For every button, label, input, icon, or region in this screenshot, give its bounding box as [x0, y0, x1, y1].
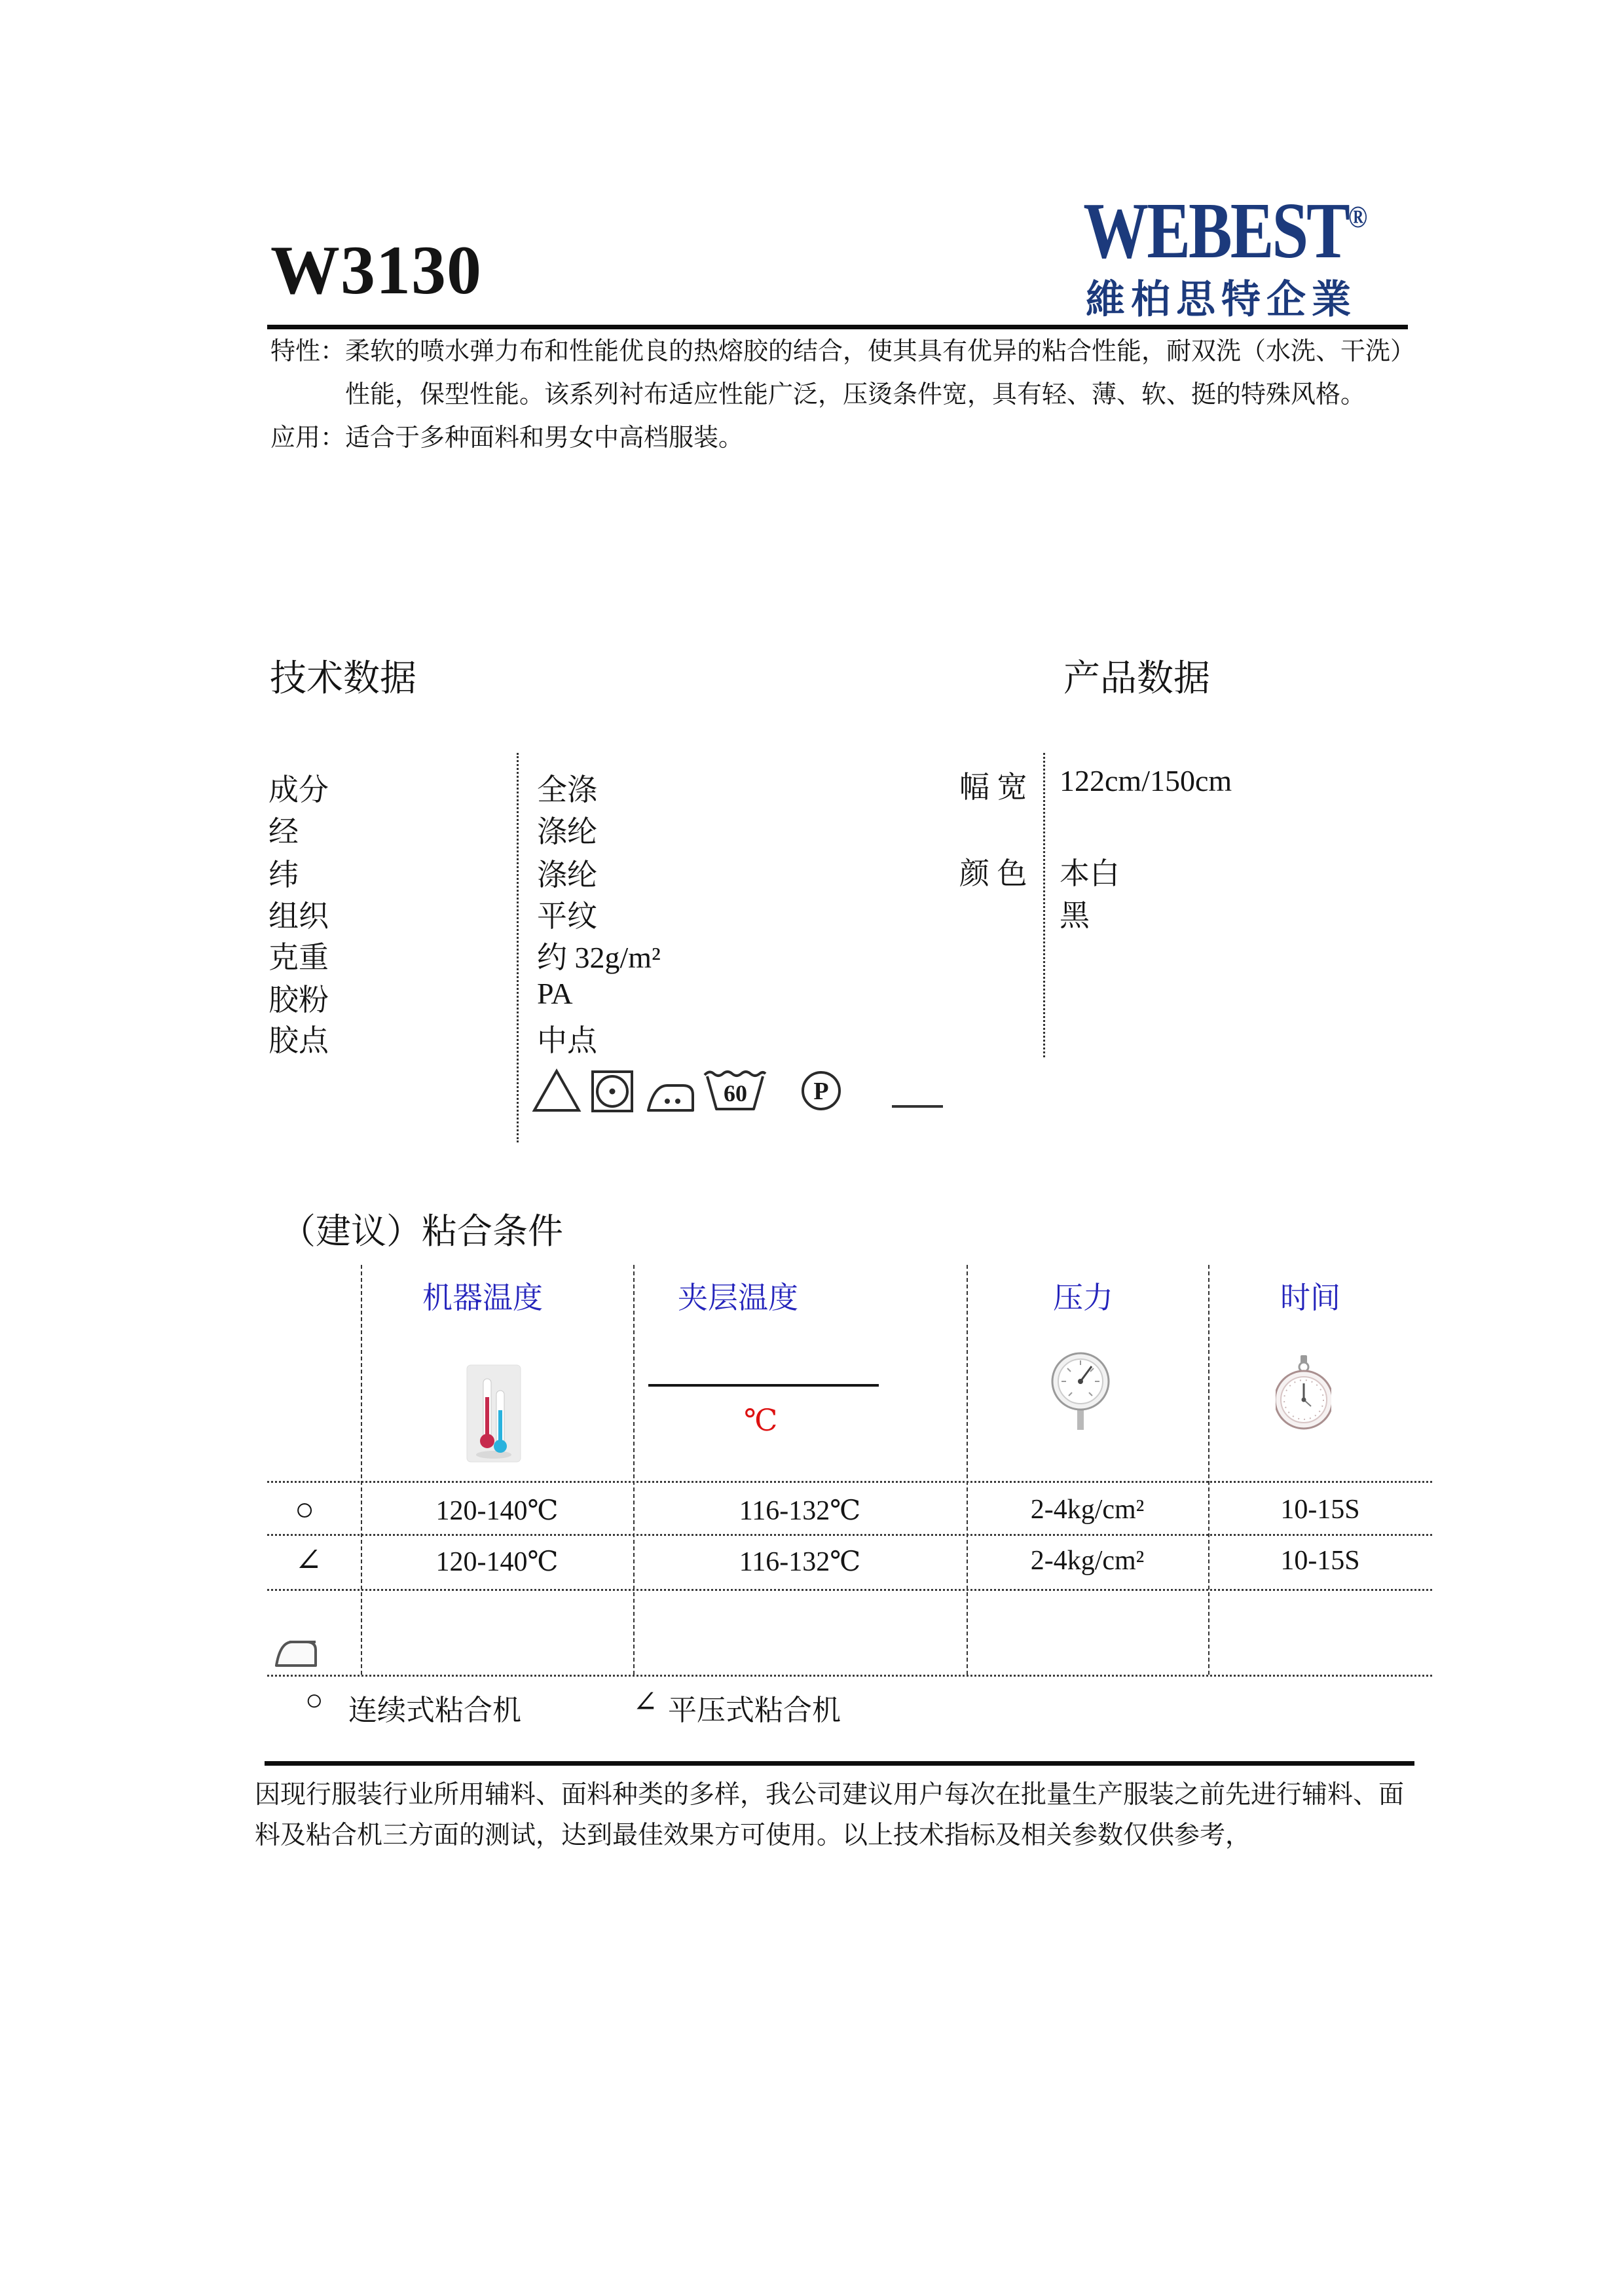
tech-data-title: 技术数据 [270, 659, 416, 699]
registered-trademark-icon: ® [1348, 199, 1368, 234]
product-data-title: 产品数据 [1063, 659, 1210, 699]
footer-line-2: 料及粘合机三方面的测试，达到最佳效果方可使用。以上技术指标及相关参数仅供参考， [255, 1821, 1251, 1850]
pressure-gauge-icon [1050, 1349, 1111, 1437]
tech-value: 涤纶 [537, 858, 597, 892]
brand-company-name: 維柏思特企業 [1086, 278, 1357, 321]
tech-row [268, 934, 661, 977]
tech-value: 全涤 [537, 773, 597, 807]
tech-label: 组织 [268, 900, 329, 933]
legend-label-flat-press: 平压式粘合机 [668, 1694, 841, 1726]
machine-temp-value: 120-140℃ [435, 1547, 559, 1577]
row-symbol-flat-press: ∠ [295, 1542, 322, 1578]
thermometer-icon [466, 1364, 521, 1463]
table-row-line [267, 1534, 1432, 1536]
bonding-title: （建议）粘合条件 [280, 1212, 563, 1251]
pressure-value: 2-4kg/cm² [1030, 1546, 1145, 1576]
color-value-natural: 本白 [1060, 857, 1120, 890]
row-symbol-continuous: ○ [295, 1491, 315, 1527]
interlayer-temp-value: 116-132℃ [739, 1547, 861, 1577]
time-value: 10-15S [1280, 1495, 1360, 1525]
tech-value: 平纹 [537, 900, 597, 933]
table-row-line [267, 1589, 1432, 1591]
tech-label: 成分 [268, 773, 329, 807]
color-value-black: 黑 [1060, 899, 1090, 932]
tech-label: 经 [268, 815, 299, 848]
brand-name: WEBEST [1083, 186, 1348, 276]
table-column-line [1208, 1265, 1209, 1675]
time-value: 10-15S [1280, 1546, 1360, 1576]
stopwatch-icon [1276, 1354, 1331, 1431]
wash-temp-value: 60 [724, 1080, 747, 1106]
tech-row [268, 976, 573, 1019]
hand-iron-icon [274, 1631, 318, 1671]
dryclean-letter: P [813, 1078, 829, 1105]
tech-row [268, 851, 597, 894]
wash-60-icon [702, 1066, 767, 1113]
interlayer-temp-value: 116-132℃ [739, 1496, 861, 1526]
col-header-pressure: 压力 [1053, 1281, 1113, 1315]
feature-line-2: 性能，保型性能。该系列衬布适应性能广泛，压烫条件宽，具有轻、薄、软、挺的特殊风格。 [345, 381, 1366, 409]
dry-flat-line-icon [892, 1105, 943, 1108]
tumble-dry-icon [591, 1070, 634, 1113]
machine-temp-value: 120-140℃ [435, 1496, 559, 1526]
celsius-unit: ℃ [744, 1404, 778, 1437]
tech-value: 中点 [537, 1024, 597, 1057]
footer-line-1: 因现行服装行业所用辅料、面料种类的多样，我公司建议用户每次在批量生产服装之前先进行辅料、面 [255, 1781, 1405, 1809]
feature-line-1: 特性：柔软的喷水弹力布和性能优良的热熔胶的结合，使其具有优异的粘合性能，耐双洗（水洗、干洗） [270, 338, 1416, 365]
width-label: 幅 宽 [959, 771, 1027, 804]
tech-label: 克重 [268, 941, 329, 974]
tech-row [268, 1017, 597, 1060]
footer-divider [265, 1761, 1414, 1766]
tech-value: 约 32g/m² [537, 941, 661, 974]
dryclean-p-icon [800, 1070, 842, 1112]
tech-data-separator [517, 753, 519, 1142]
tech-label: 纬 [268, 858, 299, 892]
tech-value: PA [537, 977, 573, 1010]
tech-row [268, 892, 597, 936]
tech-row [268, 808, 597, 851]
brand-wordmark [1083, 186, 1368, 276]
tech-row [268, 766, 597, 809]
col-header-machine-temp: 机器温度 [422, 1281, 543, 1315]
color-label: 颜 色 [959, 857, 1027, 890]
table-column-line [633, 1265, 635, 1675]
legend-label-continuous: 连续式粘合机 [348, 1694, 521, 1726]
legend-symbol-flat-press: ∠ [633, 1685, 658, 1719]
product-model: W3130 [270, 232, 482, 308]
tech-value: 涤纶 [537, 815, 597, 848]
tech-label: 胶粉 [268, 983, 329, 1017]
legend-symbol-continuous: ○ [305, 1683, 323, 1717]
table-row-line [267, 1675, 1432, 1677]
brand-logo [1080, 186, 1368, 325]
iron-two-dots-icon [645, 1072, 696, 1114]
table-row-line [267, 1481, 1432, 1483]
width-value: 122cm/150cm [1060, 764, 1232, 797]
header-divider [267, 325, 1408, 329]
bleach-triangle-icon [532, 1067, 581, 1114]
pressure-value: 2-4kg/cm² [1030, 1495, 1145, 1525]
col-header-time: 时间 [1280, 1281, 1340, 1315]
table-column-line [361, 1265, 362, 1675]
table-column-line [967, 1265, 968, 1675]
col-header-interlayer-temp: 夹层温度 [678, 1281, 798, 1315]
application-line: 应用：适合于多种面料和男女中高档服装。 [270, 424, 744, 452]
interlayer-divider-line [648, 1384, 879, 1387]
product-data-separator [1043, 753, 1045, 1057]
tech-label: 胶点 [268, 1024, 329, 1057]
